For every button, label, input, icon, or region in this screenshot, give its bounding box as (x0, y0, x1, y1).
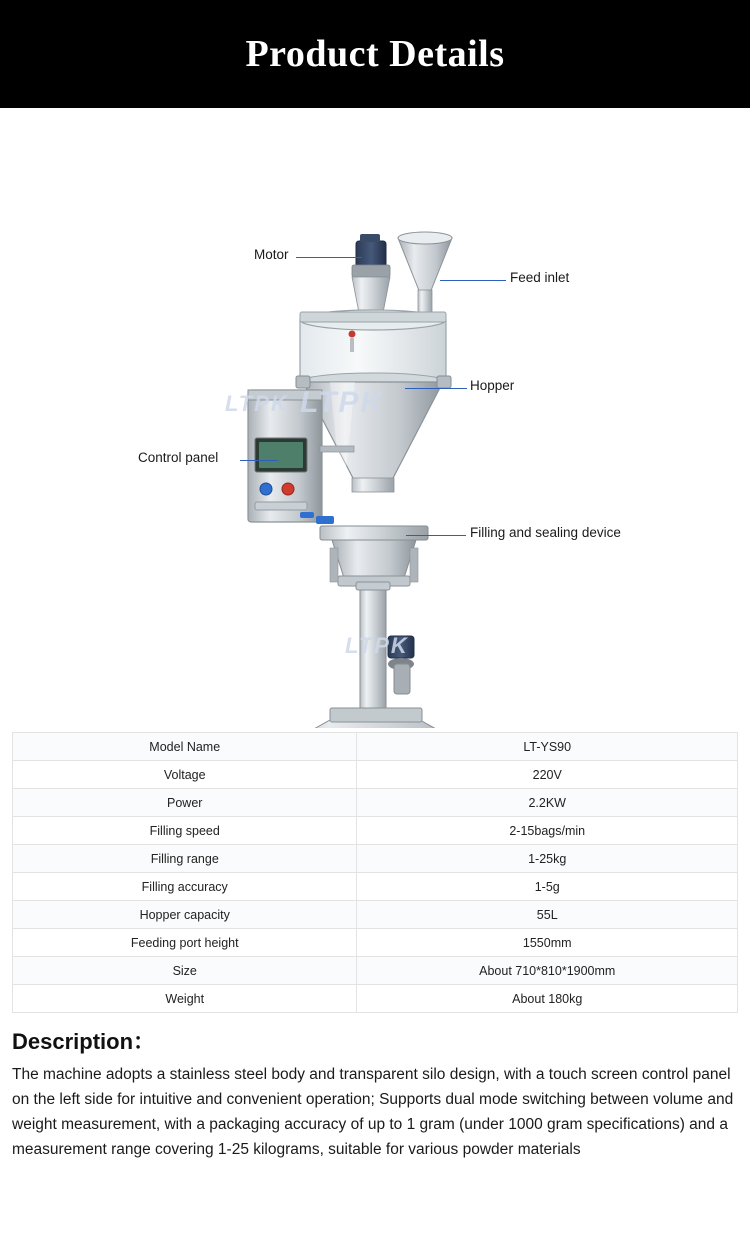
watermark-logo: LTPK (300, 386, 385, 419)
spec-value: 2-15bags/min (357, 817, 738, 845)
table-row (13, 733, 738, 761)
table-row (13, 761, 738, 789)
leader-line-feed-inlet (440, 280, 506, 281)
spec-key: Power (13, 789, 357, 817)
spec-key: Filling range (13, 845, 357, 873)
spec-value: LT-YS90 (357, 733, 738, 761)
callout-label-filling-device: Filling and sealing device (470, 525, 621, 540)
callout-label-control-panel: Control panel (138, 450, 219, 465)
description-title: Description： (12, 1029, 156, 1054)
page-banner (0, 0, 750, 108)
spec-value: About 180kg (357, 985, 738, 1013)
table-row (13, 985, 738, 1013)
table-row (13, 901, 738, 929)
leader-line-control-panel (240, 460, 278, 461)
page-title: Product Details (245, 33, 505, 75)
leader-line-filling-device (406, 535, 466, 536)
spec-value: About 710*810*1900mm (357, 957, 738, 985)
spec-value: 220V (357, 761, 738, 789)
leader-line-hopper (405, 388, 467, 389)
callout-label-motor: Motor (254, 247, 289, 262)
table-row (13, 957, 738, 985)
table-row (13, 929, 738, 957)
table-row (13, 789, 738, 817)
spec-key: Feeding port height (13, 929, 357, 957)
spec-table-body (13, 733, 738, 1013)
specification-table (12, 732, 738, 1013)
spec-value: 2.2KW (357, 789, 738, 817)
leader-line-motor (296, 257, 362, 258)
table-row (13, 845, 738, 873)
description-body: The machine adopts a stainless steel body and transparent silo design, with a touch screen control panel on the left side for intuitive and convenient operation; Supports dual mode switching between volume and weight measurement, with a packaging accuracy of up to 1 gram (under 1000 gram specifications) and a measurement range covering 1-25 kilograms, suitable for various powder materials (12, 1066, 734, 1159)
spec-value: 1550mm (357, 929, 738, 957)
spec-key: Size (13, 957, 357, 985)
callout-label-feed-inlet: Feed inlet (510, 270, 570, 285)
spec-value: 1-25kg (357, 845, 738, 873)
product-figure (0, 108, 750, 728)
description-section (12, 1025, 738, 1162)
watermark-logo: LTPK (345, 633, 409, 658)
table-row (13, 817, 738, 845)
spec-key: Model Name (13, 733, 357, 761)
callout-label-hopper: Hopper (470, 378, 515, 393)
spec-key: Voltage (13, 761, 357, 789)
spec-value: 1-5g (357, 873, 738, 901)
spec-key: Hopper capacity (13, 901, 357, 929)
table-row (13, 873, 738, 901)
spec-key: Filling accuracy (13, 873, 357, 901)
spec-value: 55L (357, 901, 738, 929)
watermark-logo: LTPK (225, 391, 289, 416)
spec-key: Filling speed (13, 817, 357, 845)
spec-key: Weight (13, 985, 357, 1013)
